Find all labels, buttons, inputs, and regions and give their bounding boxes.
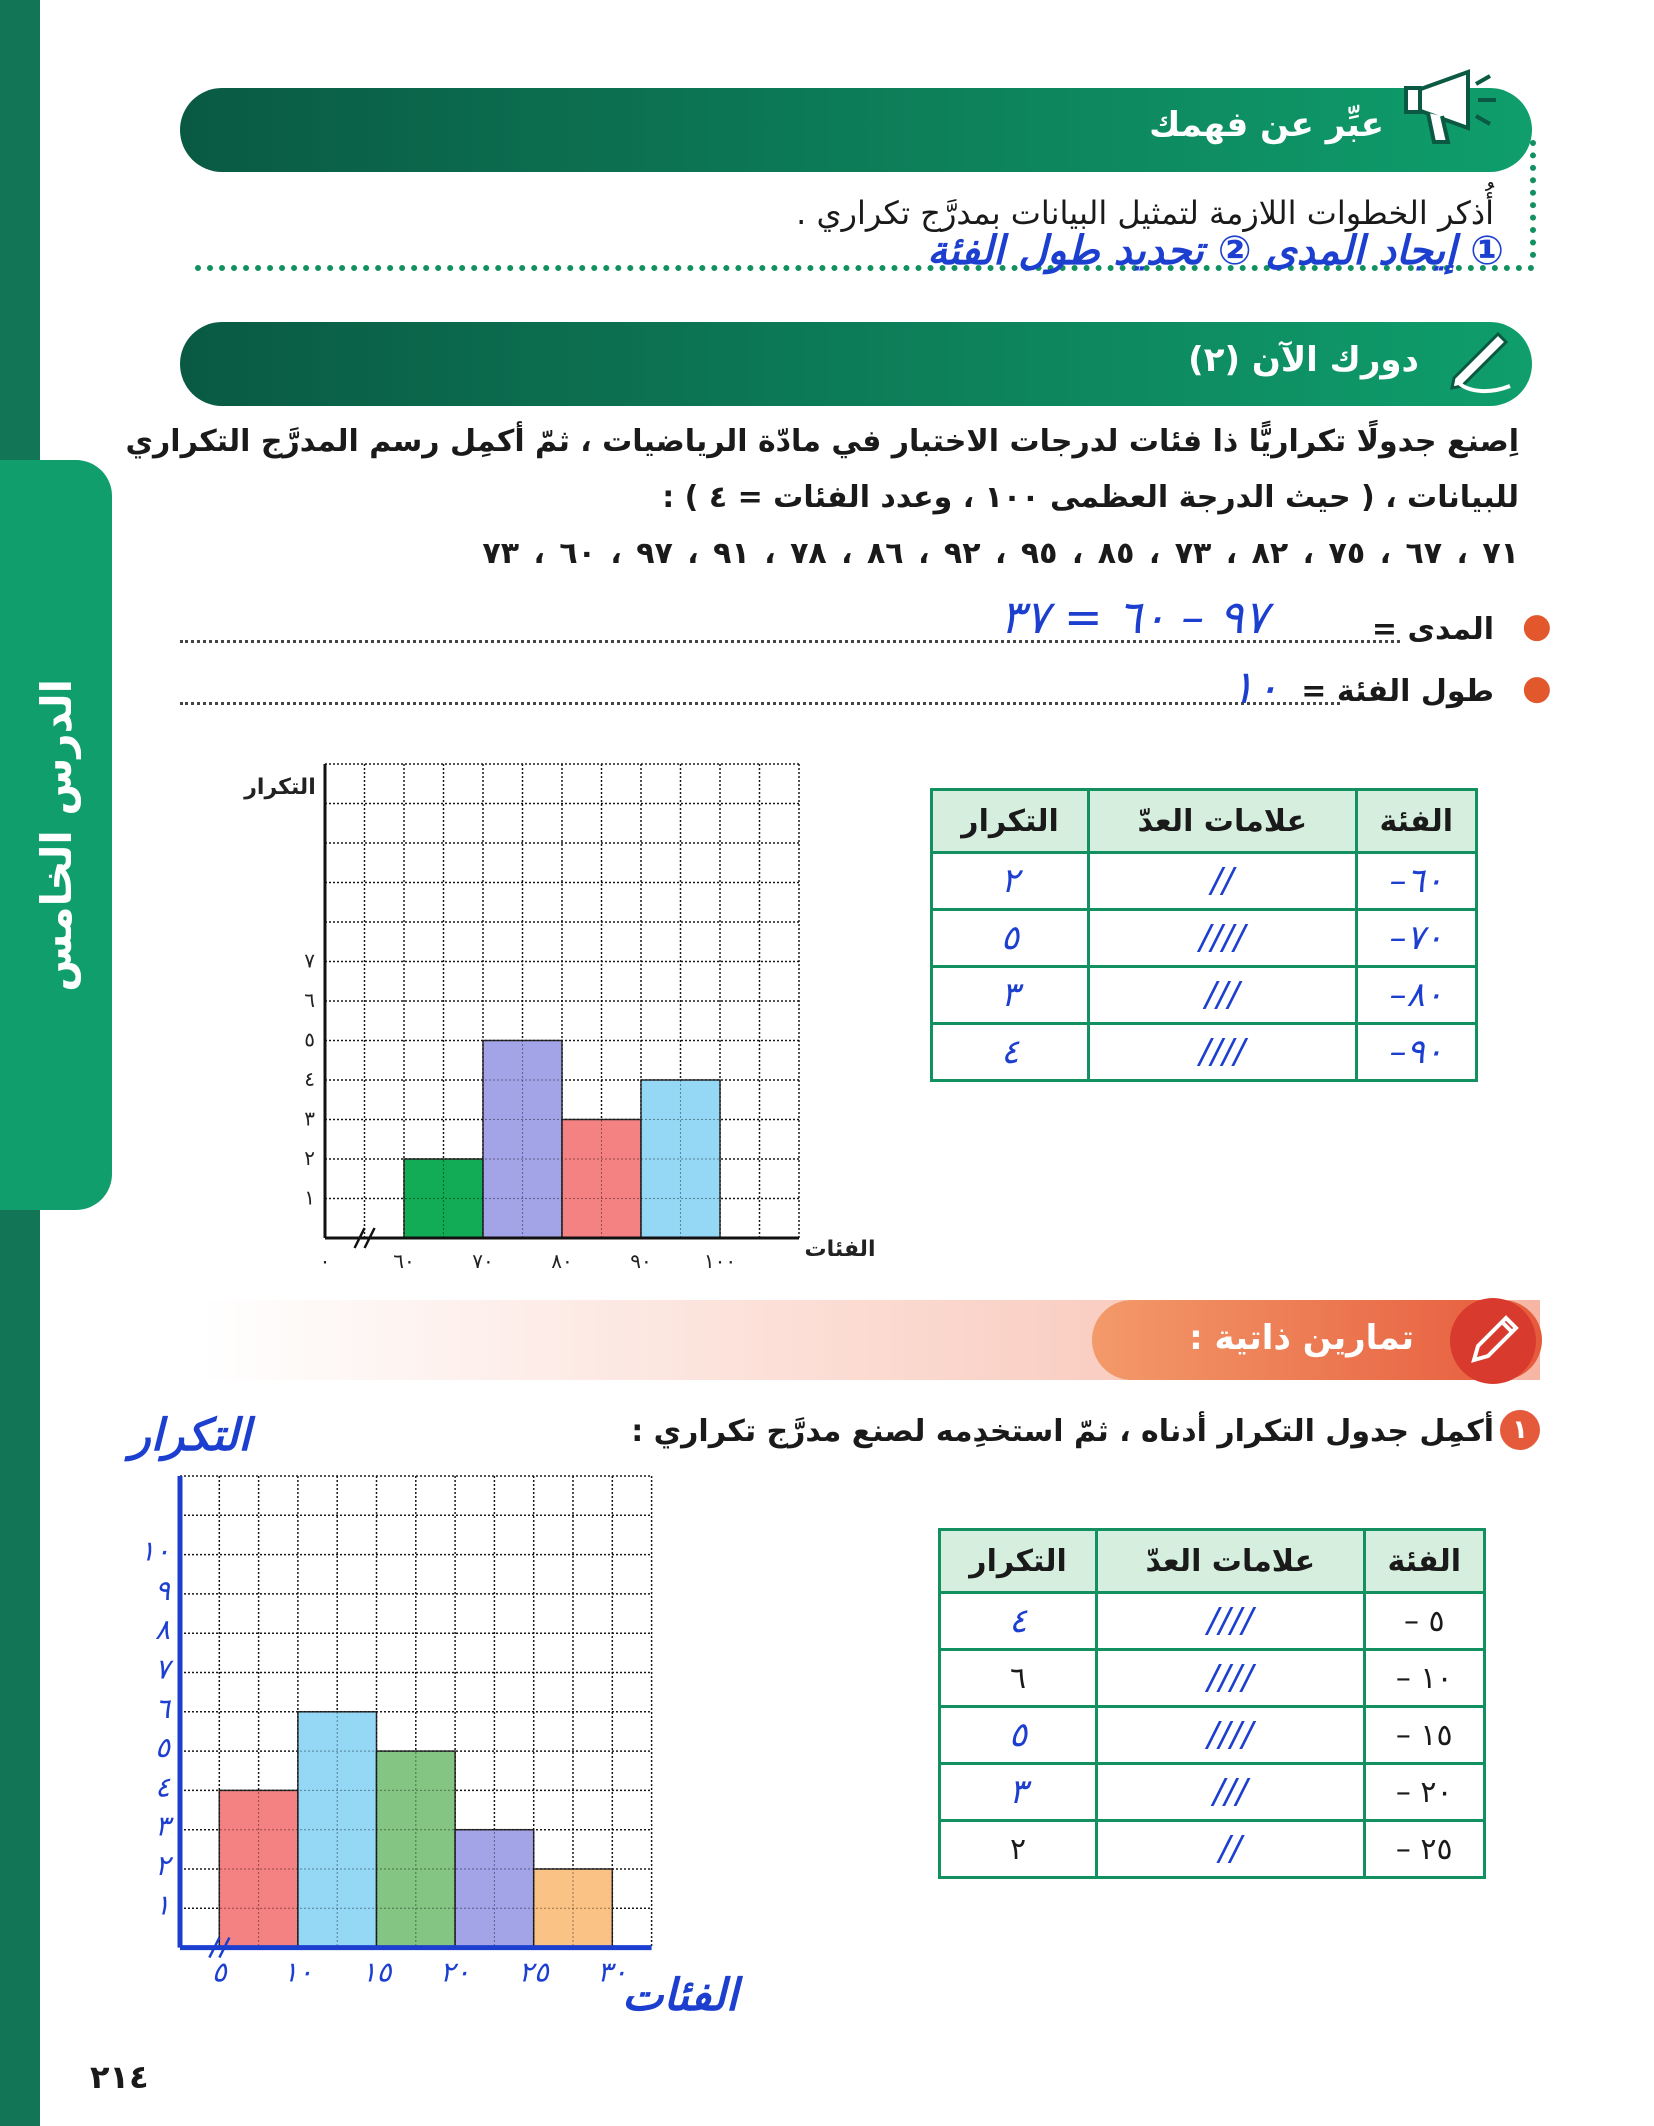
y-tick-label: ١٠: [139, 1534, 170, 1568]
x-tick-label: ٩٠: [630, 1249, 652, 1273]
y-axis-label: التكرار: [129, 1410, 251, 1461]
your-turn-line2: للبيانات ، ( حيث الدرجة العظمى ١٠٠ ، وعدد الفئات = ٤ ) :: [662, 480, 1519, 515]
x-tick-label: ٦٠: [393, 1249, 415, 1273]
table1-cell-freq: ٤: [932, 1024, 1089, 1081]
table-row: [932, 967, 1477, 1024]
y-tick-label: ١: [154, 1888, 170, 1922]
table-row: [932, 910, 1477, 967]
question-1-text: أكمِل جدول التكرار أدناه ، ثمّ استخدِمه لصنع مدرَّج تكراري :: [631, 1414, 1494, 1449]
table2-cell-class: ١٠ –: [1364, 1650, 1484, 1707]
page-number: ٢١٤: [90, 2058, 149, 2096]
y-tick-label: ٦: [304, 988, 315, 1012]
lesson-label: الدرس الخامس: [31, 678, 81, 992]
x-tick-label: ٢٥: [518, 1955, 549, 1989]
table2-cell-freq: ٦: [940, 1650, 1097, 1707]
y-tick-label: ٣: [154, 1809, 170, 1843]
question-number-badge: ١: [1500, 1410, 1540, 1450]
y-tick-label: ٢: [154, 1849, 170, 1882]
range-label: المدى =: [1371, 612, 1494, 647]
table-row: [940, 1821, 1485, 1878]
table2-cell-freq: ٥: [940, 1707, 1097, 1764]
your-turn-line1: اِصنع جدولًا تكراريًّا ذا فئات لدرجات الاختبار في مادّة الرياضيات ، ثمّ أكمِل رسم المدرَّج التكراري: [125, 424, 1519, 459]
table2-cell-tally: ////: [1097, 1707, 1364, 1764]
table2-header-2: التكرار: [940, 1530, 1097, 1593]
table1-cell-freq: ٢: [932, 853, 1089, 910]
table1-header-0: الفئة: [1356, 790, 1476, 853]
y-tick-label: ٧: [304, 948, 315, 973]
table2-cell-class: ١٥ –: [1364, 1707, 1484, 1764]
pencil-hand-icon: [1440, 322, 1530, 406]
x-axis-label: الفئات: [804, 1237, 876, 1262]
table2-header-0: الفئة: [1364, 1530, 1484, 1593]
y-tick-label: ٦: [154, 1691, 170, 1725]
table1-cell-tally: //: [1089, 853, 1356, 910]
frequency-table-2: [938, 1528, 1486, 1879]
table1-cell-freq: ٥: [932, 910, 1089, 967]
table-row: [932, 853, 1477, 910]
y-tick-label: ١: [304, 1185, 315, 1210]
table2-cell-freq: ٣: [940, 1764, 1097, 1821]
table2-cell-class: ٥ –: [1364, 1593, 1484, 1650]
table-row: [940, 1707, 1485, 1764]
your-turn-title: دورك الآن (٢): [1188, 340, 1419, 380]
table2-cell-freq: ٢: [940, 1821, 1097, 1878]
table1-header-1: علامات العدّ: [1089, 790, 1356, 853]
table2-cell-tally: //: [1097, 1821, 1364, 1878]
green-dotted-connector: [1530, 140, 1536, 258]
express-handwritten-answer: ① إيجاد المدى ② تحديد طول الفئة: [927, 228, 1504, 274]
y-tick-label: ٩: [154, 1573, 170, 1607]
table1-cell-tally: ///: [1089, 967, 1356, 1024]
table1-cell-class: ٩٠–: [1356, 1024, 1476, 1081]
table1-cell-class: ٧٠–: [1356, 910, 1476, 967]
express-title: عبِّر عن فهمك: [1149, 105, 1384, 145]
frequency-table-1: [930, 788, 1478, 1082]
y-axis-label: التكرار: [244, 775, 316, 800]
express-prompt: أُذكر الخطوات اللازمة لتمثيل البيانات بمدرَّج تكراري .: [796, 194, 1494, 232]
table1-cell-class: ٨٠–: [1356, 967, 1476, 1024]
range-answer: ٩٧ – ٦٠ = ٣٧: [1000, 590, 1269, 644]
x-tick-label: ٥: [211, 1955, 227, 1989]
pencil-icon: [1450, 1298, 1536, 1384]
y-tick-label: ٢: [304, 1146, 315, 1170]
y-tick-label: ٤: [304, 1067, 315, 1091]
y-tick-label: ٥: [154, 1731, 170, 1765]
y-tick-label: ٧: [154, 1652, 170, 1686]
x-tick-label: ١٠: [282, 1955, 313, 1989]
x-axis-label: الفئات: [622, 1970, 738, 2021]
table1-cell-tally: ////: [1089, 1024, 1356, 1081]
y-tick-label: ٣: [304, 1106, 315, 1131]
table1-cell-class: ٦٠–: [1356, 853, 1476, 910]
y-tick-label: ٥: [304, 1027, 315, 1052]
table-row: [940, 1764, 1485, 1821]
histogram-2: [80, 1400, 800, 2040]
class-width-answer: ١٠: [1230, 660, 1280, 714]
histogram-bar: [641, 1080, 720, 1238]
x-tick-label: ٢٠: [440, 1955, 471, 1989]
table1-cell-tally: ////: [1089, 910, 1356, 967]
table-row: [940, 1593, 1485, 1650]
table1-header-2: التكرار: [932, 790, 1089, 853]
range-bullet: ●: [1522, 606, 1552, 646]
table1-cell-freq: ٣: [932, 967, 1089, 1024]
table2-cell-tally: ////: [1097, 1593, 1364, 1650]
table2-header-1: علامات العدّ: [1097, 1530, 1364, 1593]
histogram-1: [230, 760, 910, 1280]
x-tick-label: ٣٠: [597, 1955, 628, 1989]
table2-cell-class: ٢٠ –: [1364, 1764, 1484, 1821]
class-width-label: طول الفئة =: [1301, 674, 1494, 709]
self-exercises-title: تمارين ذاتية :: [1189, 1318, 1414, 1358]
table2-cell-tally: ////: [1097, 1650, 1364, 1707]
histogram-bar: [404, 1159, 483, 1238]
x-tick-label: ١٠٠: [703, 1249, 737, 1273]
table2-cell-tally: ///: [1097, 1764, 1364, 1821]
y-tick-label: ٤: [154, 1770, 170, 1804]
megaphone-icon: [1398, 58, 1518, 148]
class-width-dotted-line: [180, 702, 1340, 705]
table2-cell-freq: ٤: [940, 1593, 1097, 1650]
your-turn-data: ٧١ ، ٦٧ ، ٧٥ ، ٨٢ ، ٧٣ ، ٨٥ ، ٩٥ ، ٩٢ ، ٨٦ ، ٧٨ ، ٩١ ، ٩٧ ، ٦٠ ، ٧٣: [482, 536, 1519, 571]
x-tick-label: ١٥: [361, 1955, 392, 1989]
class-width-bullet: ●: [1522, 668, 1552, 708]
y-tick-label: ٨: [154, 1613, 170, 1647]
table-row: [932, 1024, 1477, 1081]
x-tick-label: ٧٠: [472, 1249, 494, 1273]
x-tick-label: ٨٠: [551, 1249, 573, 1273]
table2-cell-class: ٢٥ –: [1364, 1821, 1484, 1878]
x-tick-label: ٠: [319, 1249, 331, 1273]
table-row: [940, 1650, 1485, 1707]
